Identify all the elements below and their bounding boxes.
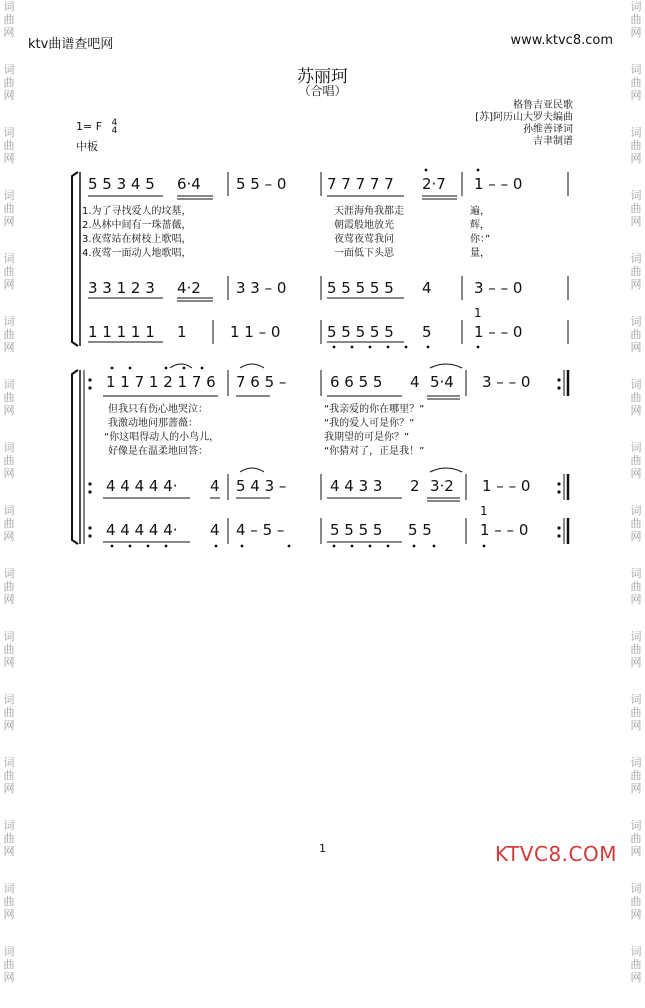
- watermark-glyph: 曲: [630, 643, 642, 656]
- s2-v3-m3b: 5 5: [408, 521, 432, 539]
- s2-verse1-a: 但我只有伤心地哭泣：: [108, 404, 208, 415]
- watermark-glyph: 曲: [630, 769, 642, 782]
- s2-v2-m1a: 4 4 4 4 4·: [106, 477, 178, 495]
- watermark-glyph: 网: [3, 656, 15, 669]
- watermark-glyph: 曲: [3, 769, 15, 782]
- time-bottom: 4: [111, 126, 118, 136]
- watermark-glyph: 词: [3, 756, 15, 769]
- system2-bracket: [72, 370, 78, 544]
- s1-verse4-a: 4.夜莺一面动人地歌唱，: [82, 248, 192, 259]
- watermark-glyph: 曲: [3, 454, 15, 467]
- watermark-glyph: 网: [630, 908, 642, 921]
- s1-v3-m4: 1 – – 0: [474, 323, 523, 341]
- s1-verse1-b: 天涯海角我都走: [334, 206, 404, 217]
- s1-verse4-b: 一面低下头思: [334, 248, 394, 259]
- watermark-glyph: 曲: [3, 958, 15, 971]
- s2-v3-chord-top: 1: [480, 504, 488, 518]
- s2-v1-m3a: 6 6 5 5: [330, 373, 383, 391]
- s1-verse1-c: 遍，: [470, 206, 490, 217]
- watermark-glyph: 网: [3, 152, 15, 165]
- watermark-glyph: 网: [3, 341, 15, 354]
- watermark-glyph: 网: [3, 530, 15, 543]
- s1-v1-m1a: 5 5 3 4 5: [88, 175, 155, 193]
- watermark-glyph: 网: [3, 845, 15, 858]
- s2-v1-m3c: 5·4: [430, 373, 454, 391]
- s1-v1-m4: 1 – – 0: [474, 175, 523, 193]
- s1-v2-m3a: 5 5 5 5 5: [327, 279, 394, 297]
- page-number: 1: [319, 842, 326, 855]
- watermark-glyph: 曲: [630, 139, 642, 152]
- watermark-glyph: 词: [630, 693, 642, 706]
- s2-verse3-a: “你这唱得动人的小鸟儿，: [104, 432, 220, 443]
- watermark-glyph: 曲: [630, 832, 642, 845]
- watermark-glyph: 曲: [630, 391, 642, 404]
- s1-v3-m3b: 5: [422, 323, 432, 341]
- watermark-glyph: 词: [630, 189, 642, 202]
- s2-v2-m3b: 2: [410, 477, 420, 495]
- s1-v1-m1b: 6·4: [177, 175, 201, 193]
- site-logo[interactable]: KTVC8.COM: [495, 842, 617, 866]
- s2-v1-m1: 1 1 7 1 2 1 7 6: [106, 373, 216, 391]
- watermark-glyph: 网: [630, 152, 642, 165]
- watermark-glyph: 网: [3, 593, 15, 606]
- watermark-glyph: 网: [630, 404, 642, 417]
- watermark-glyph: 网: [3, 26, 15, 39]
- watermark-glyph: 网: [3, 278, 15, 291]
- watermark-glyph: 网: [630, 341, 642, 354]
- s2-v2-m3c: 3·2: [430, 477, 454, 495]
- s2-verse1-b: “我亲爱的你在哪里？”: [324, 404, 425, 415]
- watermark-glyph: 曲: [630, 706, 642, 719]
- watermark-glyph: 网: [3, 467, 15, 480]
- s2-verse3-b: 我期望的可是你？”: [324, 432, 410, 443]
- watermark-glyph: 网: [3, 782, 15, 795]
- watermark-glyph: 曲: [3, 391, 15, 404]
- watermark-glyph: 词: [630, 0, 642, 13]
- watermark-glyph: 网: [630, 656, 642, 669]
- s2-v1-m2: 7 6 5 –: [236, 373, 287, 391]
- watermark-glyph: 曲: [3, 139, 15, 152]
- watermark-glyph: 曲: [630, 202, 642, 215]
- watermark-glyph: 词: [3, 693, 15, 706]
- watermark-glyph: 词: [3, 945, 15, 958]
- watermark-glyph: 曲: [630, 580, 642, 593]
- s2-v2-m4: 1 – – 0: [482, 477, 531, 495]
- credit-lyricist: 孙维善译词: [523, 124, 573, 135]
- song-title: 苏丽珂: [297, 67, 348, 87]
- watermark-glyph: 网: [630, 530, 642, 543]
- time-top: 4: [111, 118, 118, 128]
- watermark-glyph: 曲: [630, 265, 642, 278]
- watermark-glyph: 词: [630, 567, 642, 580]
- s1-verse1-a: 1.为了寻找爱人的坟墓，: [82, 206, 192, 217]
- s1-v2-m1b: 4·2: [177, 279, 201, 297]
- watermark-glyph: 曲: [3, 76, 15, 89]
- watermark-glyph: 曲: [3, 13, 15, 26]
- s2-v1-m3b: 4: [410, 373, 420, 391]
- s1-v3-m1a: 1 1 1 1 1: [88, 323, 155, 341]
- song-subtitle: （合唱）: [298, 84, 347, 98]
- watermark-glyph: 网: [630, 971, 642, 984]
- watermark-glyph: 词: [630, 63, 642, 76]
- watermark-glyph: 网: [630, 215, 642, 228]
- s1-v1-m2: 5 5 – 0: [236, 175, 287, 193]
- credit-origin: 格鲁吉亚民歌: [513, 100, 573, 111]
- watermark-glyph: 曲: [630, 13, 642, 26]
- key-label: 1= F: [76, 120, 103, 133]
- watermark-glyph: 网: [3, 89, 15, 102]
- s1-verse3-b: 夜莺夜莺我问: [334, 234, 394, 245]
- s1-v3-m2: 1 1 – 0: [230, 323, 281, 341]
- watermark-glyph: 网: [630, 26, 642, 39]
- s2-v3-m1b: 4: [210, 521, 220, 539]
- s2-v3-m2: 4 – 5 –: [236, 521, 285, 539]
- s2-v3-m3a: 5 5 5 5: [330, 521, 383, 539]
- s2-v2-m1b: 4: [210, 477, 220, 495]
- watermark-glyph: 网: [3, 971, 15, 984]
- watermark-glyph: 词: [630, 819, 642, 832]
- system1-bracket: [72, 172, 78, 346]
- watermark-glyph: 曲: [630, 895, 642, 908]
- watermark-glyph: 曲: [630, 517, 642, 530]
- watermark-glyph: 词: [3, 441, 15, 454]
- watermark-glyph: 词: [630, 441, 642, 454]
- s1-v1-m3b: 2·7: [422, 175, 446, 193]
- watermark-glyph: 网: [3, 404, 15, 417]
- watermark-glyph: 网: [630, 467, 642, 480]
- s2-v2-m3a: 4 4 3 3: [330, 477, 383, 495]
- watermark-glyph: 词: [3, 504, 15, 517]
- watermark-glyph: 词: [3, 189, 15, 202]
- watermark-glyph: 曲: [3, 832, 15, 845]
- s1-v3-m1b: 1: [177, 323, 187, 341]
- watermark-glyph: 网: [630, 845, 642, 858]
- credit-transcriber: 吉聿制谱: [533, 136, 573, 147]
- watermark-glyph: 词: [3, 630, 15, 643]
- watermark-glyph: 网: [630, 593, 642, 606]
- watermark-glyph: 曲: [3, 643, 15, 656]
- s1-v3-chord-top: 1: [474, 306, 482, 320]
- watermark-glyph: 曲: [630, 328, 642, 341]
- credit-arranger: [苏]阿历山大罗夫编曲: [475, 112, 573, 123]
- s1-v2-m4: 3 – – 0: [474, 279, 523, 297]
- s2-v2-m2: 5 4 3 –: [236, 477, 287, 495]
- s1-verse2-c: 辉，: [470, 220, 490, 231]
- watermark-glyph: 词: [630, 315, 642, 328]
- watermark-glyph: 词: [3, 315, 15, 328]
- watermark-glyph: 词: [630, 882, 642, 895]
- watermark-glyph: 词: [3, 819, 15, 832]
- s2-verse2-b: “我的爱人可是你？”: [324, 418, 415, 429]
- s1-verse3-a: 3.夜莺站在树枝上歌唱，: [82, 234, 192, 245]
- watermark-glyph: 词: [630, 378, 642, 391]
- s1-v3-m3a: 5 5 5 5 5: [327, 323, 394, 341]
- s1-v2-m3b: 4: [422, 279, 432, 297]
- watermark-glyph: 词: [3, 252, 15, 265]
- watermark-glyph: 词: [630, 252, 642, 265]
- watermark-glyph: 曲: [3, 517, 15, 530]
- s1-v1-m3a: 7 7 7 7 7: [327, 175, 394, 193]
- s1-v2-m2: 3 3 – 0: [236, 279, 287, 297]
- site-url-right[interactable]: www.ktvc8.com: [510, 33, 613, 48]
- watermark-glyph: 曲: [3, 265, 15, 278]
- s2-v3-m1a: 4 4 4 4 4·: [106, 521, 178, 539]
- watermark-glyph: 曲: [3, 580, 15, 593]
- s1-verse4-c: 量，: [470, 248, 490, 259]
- watermark-glyph: 网: [3, 719, 15, 732]
- watermark-glyph: 网: [630, 719, 642, 732]
- watermark-glyph: 网: [630, 89, 642, 102]
- watermark-glyph: 词: [3, 0, 15, 13]
- watermark-glyph: 网: [630, 782, 642, 795]
- watermark-glyph: 词: [3, 63, 15, 76]
- watermark-glyph: 曲: [3, 895, 15, 908]
- watermark-glyph: 词: [630, 945, 642, 958]
- watermark-glyph: 曲: [3, 328, 15, 341]
- watermark-glyph: 曲: [630, 76, 642, 89]
- watermark-glyph: 词: [630, 630, 642, 643]
- s2-v1-m4: 3 – – 0: [482, 373, 531, 391]
- watermark-glyph: 词: [3, 567, 15, 580]
- watermark-glyph: 词: [630, 504, 642, 517]
- s2-verse2-a: 我激动地问那蔷薇：: [108, 418, 198, 429]
- watermark-glyph: 词: [3, 882, 15, 895]
- tempo-marking: 中板: [76, 140, 98, 153]
- s1-verse2-b: 朝霞般地放光: [334, 220, 394, 231]
- watermark-glyph: 词: [630, 756, 642, 769]
- watermark-glyph: 网: [630, 278, 642, 291]
- s2-verse4-a: 好像是在温柔地回答：: [108, 446, 208, 457]
- watermark-glyph: 曲: [630, 958, 642, 971]
- site-name-left[interactable]: ktv曲谱查吧网: [28, 37, 114, 52]
- watermark-glyph: 词: [630, 126, 642, 139]
- s1-v2-m1a: 3 3 1 2 3: [88, 279, 155, 297]
- watermark-glyph: 网: [3, 908, 15, 921]
- s2-verse4-b: “你猜对了，正是我！”: [324, 446, 425, 457]
- s2-v3-m4: 1 – – 0: [480, 521, 529, 539]
- watermark-glyph: 词: [3, 378, 15, 391]
- watermark-glyph: 曲: [3, 202, 15, 215]
- watermark-glyph: 曲: [3, 706, 15, 719]
- s1-verse3-c: 你：”: [470, 234, 491, 245]
- watermark-glyph: 曲: [630, 454, 642, 467]
- s1-verse2-a: 2.丛林中间有一珠蔷薇，: [82, 220, 192, 231]
- watermark-glyph: 网: [3, 215, 15, 228]
- watermark-glyph: 词: [3, 126, 15, 139]
